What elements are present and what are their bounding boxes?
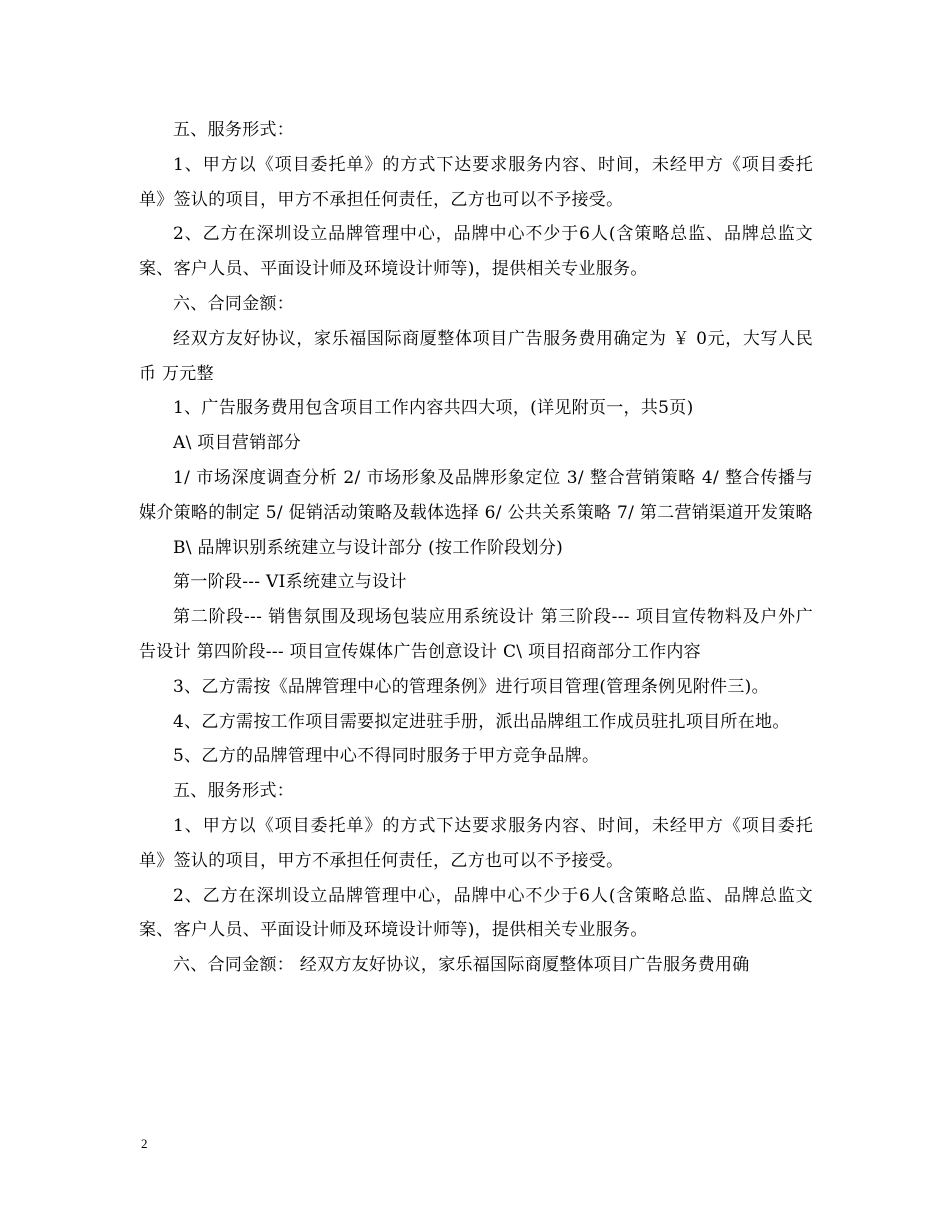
- section-heading-service-form: 五、服务形式：: [173, 120, 295, 140]
- subheading-marketing-part: A\ 项目营销部分: [173, 433, 302, 454]
- paragraph-stages-2-4: 第二阶段--- 销售氛围及现场包装应用系统设计 第三阶段--- 项目宣传物料及户外广告设计 第四阶段--- 项目宣传媒体广告创意设计 C\ 项目招商部分工作内容: [139, 607, 813, 662]
- paragraph-marketing-items: 1/ 市场深度调查分析 2/ 市场形象及品牌形象定位 3/ 整合营销策略 4/ 整合传播与媒介策略的制定 5/ 促销活动策略及载体选择 6/ 公共关系策略 7/ 第二营销渠道开发策略: [139, 467, 813, 523]
- page-number: 2: [141, 1136, 148, 1151]
- paragraph-service-item-1-repeat: 1、甲方以《项目委托单》的方式下达要求服务内容、时间，未经甲方《项目委托单》签认的项目，甲方不承担任何责任，乙方也可以不予接受。: [139, 815, 813, 871]
- document-body: [139, 113, 813, 983]
- paragraph-no-competitor-service: 5、乙方的品牌管理中心不得同时服务于甲方竞争品牌。: [173, 746, 600, 767]
- paragraph-fee-scope: 1、广告服务费用包含项目工作内容共四大项，(详见附页一，共5页): [173, 398, 694, 419]
- paragraph-service-item-2-repeat: 2、乙方在深圳设立品牌管理中心，品牌中心不少于6人(含策略总监、品牌总监文案、客户人员、平面设计师及环境设计师等)，提供相关专业服务。: [139, 885, 813, 941]
- paragraph-stage-1: 第一阶段--- VI系统建立与设计: [173, 572, 407, 593]
- paragraph-service-item-2: 2、乙方在深圳设立品牌管理中心，品牌中心不少于6人(含策略总监、品牌总监文案、客户人员、平面设计师及环境设计师等)，提供相关专业服务。: [139, 224, 813, 280]
- section-heading-service-form-repeat: 五、服务形式：: [173, 781, 295, 802]
- section-heading-contract-amount: 六、合同金额：: [173, 293, 295, 314]
- paragraph-contract-amount: 经双方友好协议，家乐福国际商厦整体项目广告服务费用确定为 ￥ 0元，大写人民币 万元整: [139, 328, 813, 384]
- paragraph-service-item-1: 1、甲方以《项目委托单》的方式下达要求服务内容、时间，未经甲方《项目委托单》签认的项目，甲方不承担任何责任，乙方也可以不予接受。: [139, 154, 813, 210]
- subheading-brand-identity-part: B\ 品牌识别系统建立与设计部分 (按工作阶段划分): [173, 537, 564, 558]
- paragraph-contract-amount-repeat: 六、合同金额： 经双方友好协议，家乐福国际商厦整体项目广告服务费用确: [173, 955, 750, 976]
- paragraph-onsite-manual: 4、乙方需按工作项目需要拟定进驻手册，派出品牌组工作成员驻扎项目所在地。: [173, 711, 790, 732]
- paragraph-management-rules: 3、乙方需按《品牌管理中心的管理条例》进行项目管理(管理条例见附件三)。: [173, 676, 769, 697]
